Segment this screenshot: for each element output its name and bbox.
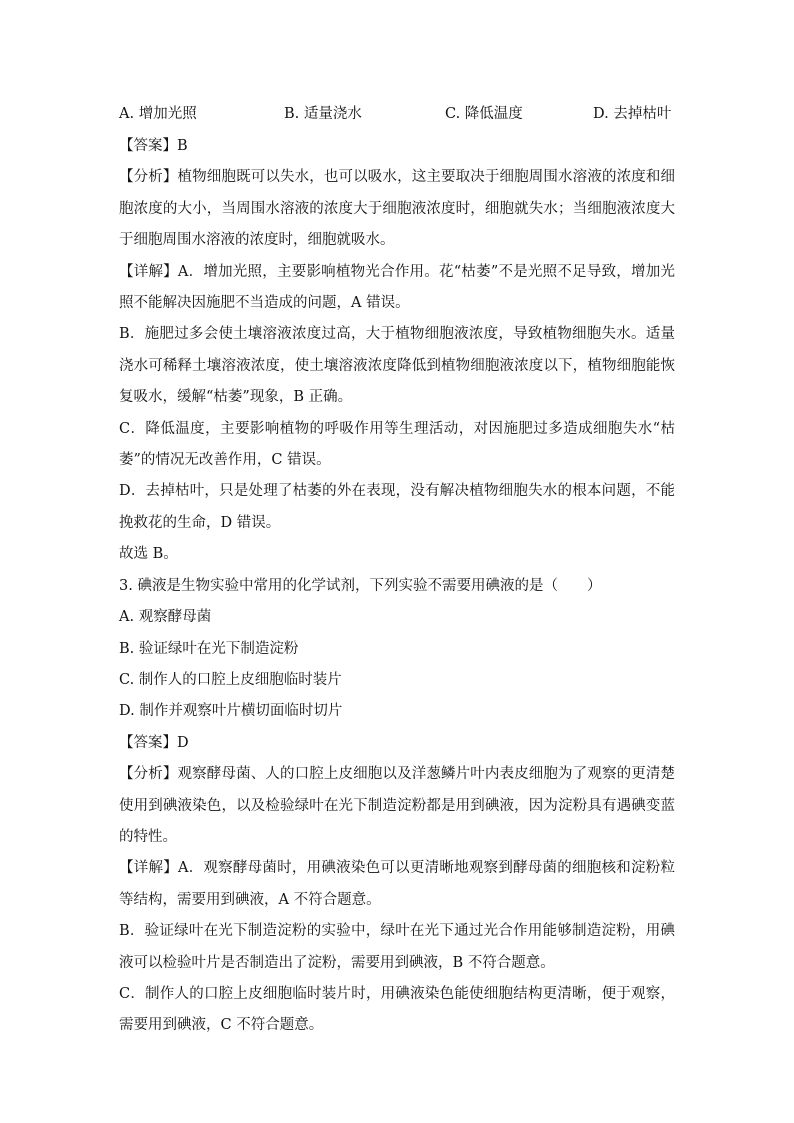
q3-detail-b: B．验证绿叶在光下制造淀粉的实验中，绿叶在光下通过光合作用能够制造淀粉，用碘液可以检验叶片是否制造出了淀粉，需要用到碘液，B 不符合题意。 xyxy=(119,923,675,971)
q3-detail-a: 【详解】A．观察酵母菌时，用碘液染色可以更清晰地观察到酵母菌的细胞核和淀粉粒等结构，需要用到碘液，A 不符合题意。 xyxy=(119,860,675,908)
q2-option-b: B. 适量浇水 xyxy=(284,106,362,122)
q3-option-a: A. 观察酵母菌 xyxy=(119,609,212,626)
q2-answer: 【答案】B xyxy=(119,138,188,154)
q3-stem: 3. 碘液是生物实验中常用的化学试剂，下列实验不需要用碘液的是（ ） xyxy=(119,577,602,594)
q2-detail-d: D．去掉枯叶，只是处理了枯萎的外在表现，没有解决植物细胞失水的根本问题，不能挽救花的生命，D 错误。 xyxy=(119,483,675,531)
q3-analysis: 【分析】观察酵母菌、人的口腔上皮细胞以及洋葱鳞片叶内表皮细胞为了观察的更清楚使用到碘液染色，以及检验绿叶在光下制造淀粉都是用到碘液，因为淀粉具有遇碘变蓝的特性。 xyxy=(119,766,675,845)
q2-option-d: D. 去掉枯叶 xyxy=(593,106,672,122)
q2-conclusion: 故选 B。 xyxy=(119,546,178,563)
q3-answer: 【答案】D xyxy=(119,734,189,751)
q2-option-a: A. 增加光照 xyxy=(119,106,197,122)
q2-detail-a: 【详解】A．增加光照，主要影响植物光合作用。花“枯萎”不是光照不足导致，增加光照不能解决因施肥不当造成的问题，A 错误。 xyxy=(119,263,675,312)
q3-detail-c: C．制作人的口腔上皮细胞临时装片时，用碘液染色能使细胞结构更清晰，便于观察，需要用到碘液，C 不符合题意。 xyxy=(119,985,675,1034)
q2-detail-c: C．降低温度，主要影响植物的呼吸作用等生理活动，对因施肥过多造成细胞失水“枯萎”的情况无改善作用，C 错误。 xyxy=(119,420,675,469)
q2-analysis: 【分析】植物细胞既可以失水，也可以吸水，这主要取决于细胞周围水溶液的浓度和细胞浓度的大小，当周围水溶液的浓度大于细胞液浓度时，细胞就失水；当细胞液浓度大于细胞周围水溶液的浓度时，细胞就吸水。 xyxy=(119,169,675,249)
q3-option-c: C. 制作人的口腔上皮细胞临时装片 xyxy=(119,671,342,688)
body-text xyxy=(119,131,675,1042)
q3-option-b: B. 验证绿叶在光下制造淀粉 xyxy=(119,640,299,657)
q2-option-c: C. 降低温度 xyxy=(445,106,523,122)
q2-options-row xyxy=(119,102,679,124)
q3-option-d: D. 制作并观察叶片横切面临时切片 xyxy=(119,703,343,720)
q2-detail-b: B．施肥过多会使土壤溶液浓度过高，大于植物细胞液浓度，导致植物细胞失水。适量浇水可稀释土壤溶液浓度，使土壤溶液浓度降低到植物细胞液浓度以下，植物细胞能恢复吸水，缓解“枯萎”现象，B 正确。 xyxy=(119,326,675,406)
